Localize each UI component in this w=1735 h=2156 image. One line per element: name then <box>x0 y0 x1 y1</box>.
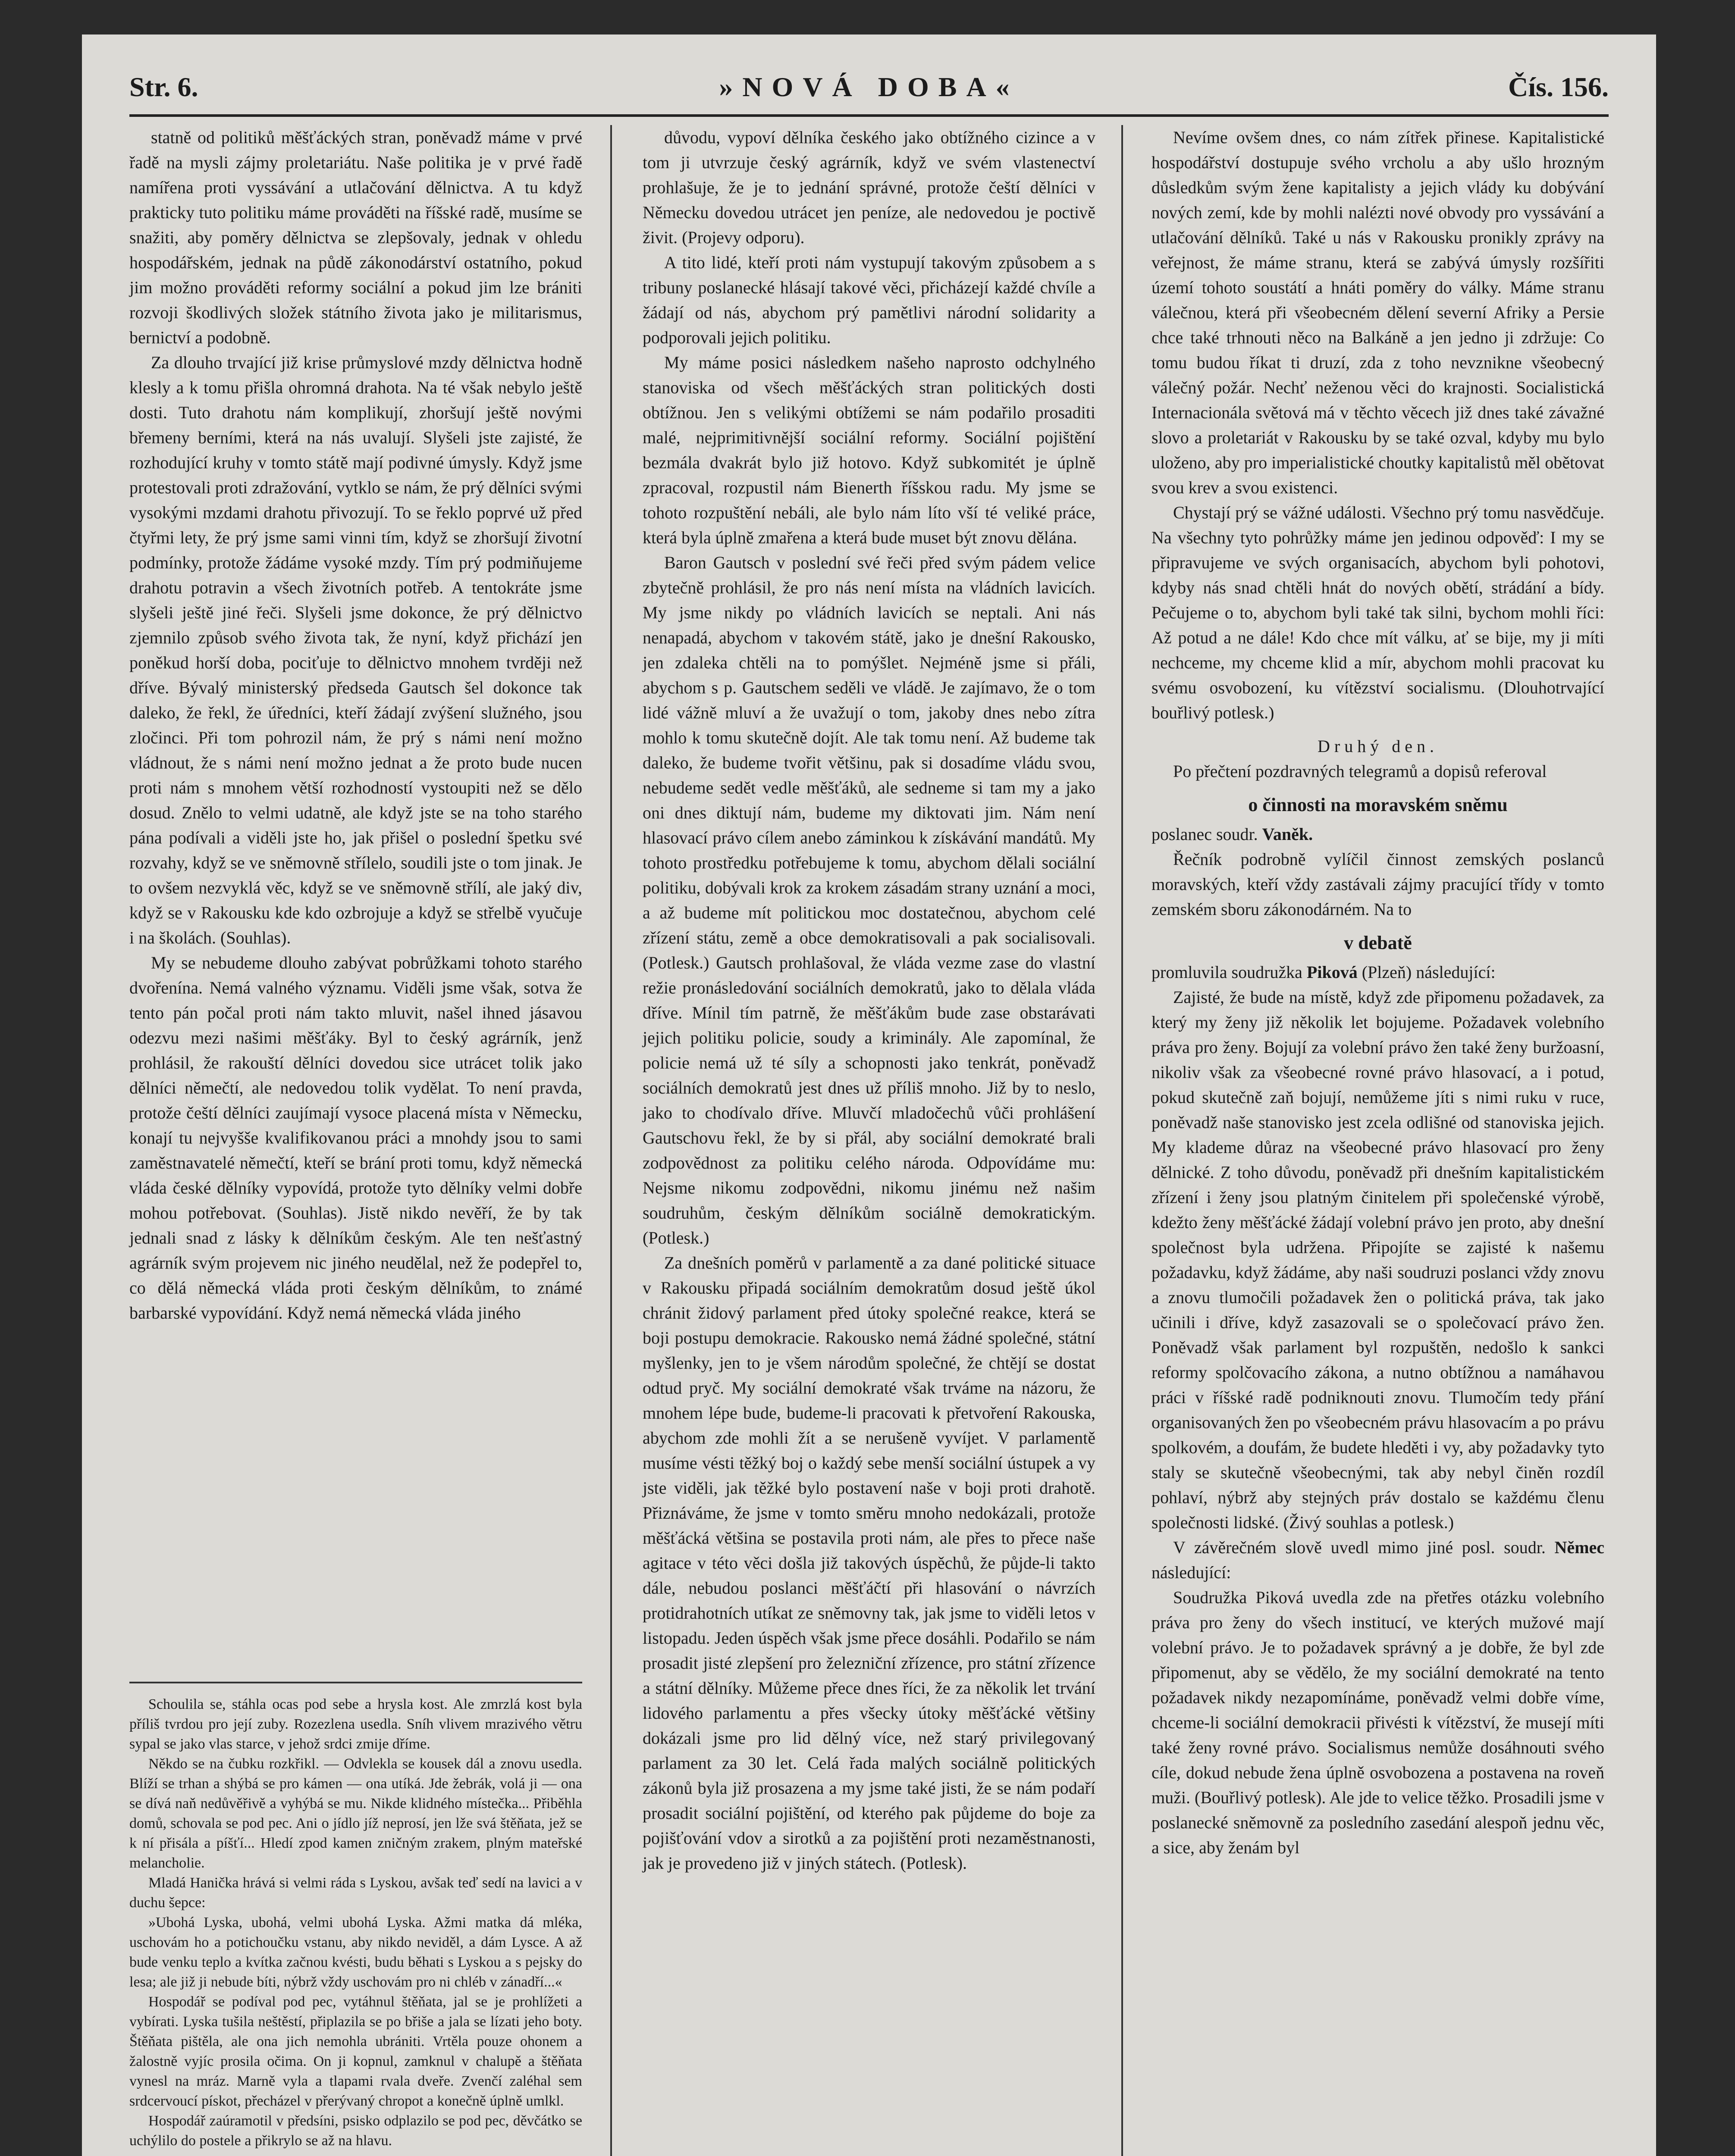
speaker-intro: V závěrečném slově uvedl mimo jiné posl. soudr. <box>1173 1538 1546 1557</box>
speaker-name: Němec <box>1554 1538 1605 1557</box>
paragraph: Nevíme ovšem dnes, co nám zítřek přinese. Kapitalistické hospodářství dostupuje svého vrcholu a aby ušlo hrozným důsledkům svým žene kapitalisty a jejich vlády ku dobývání nových zemí, kde by mohli nalézti nové obvody pro vyssávání a utlačování dělníků. Také u nás v Rakousku pronikly zprávy na veřejnost, že máme stranu, která se zabývá úmysly rozšířiti území tohoto soustátí a hnáti poměry do války. Máme stranu válečnou, která při všeobecném dělení severní Afriky a Persie chce také trhnouti něco na Balkáně a jen jedno ji zdržuje: Co tomu budou říkat ti druzí, zda z toho nevznikne všeobecný válečný požár. Nechť neženou věci do krajnosti. Socialistická Internacionála světová má v těchto věcech již dnes také závažné slovo a proletariát v Rakousku by se také ozval, kdyby mu bylo uloženo, aby pro imperialistické choutky kapitalistů měl obětovat svou krev a svou existenci. <box>1151 128 1604 497</box>
paragraph: Řečník podrobně vylíčil činnost zemských poslanců moravských, kteří vždy zastávali zájmy pracující třídy v tomto zemském sboru zákonodárném. Na to <box>1151 849 1604 919</box>
column-divider <box>1121 125 1123 2156</box>
paragraph: Mladá Hanička hrává si velmi ráda s Lyskou, avšak teď sedí na lavici a v duchu šepce: <box>129 1875 582 1911</box>
speaker-name: Piková <box>1306 962 1358 982</box>
paragraph: důvodu, vypoví dělníka českého jako obtížného cizince a v tom ji utvrzuje český agrárník, když ve svém vlastenectví prohlašuje, že je to jednání správné, protože čeští dělníci v Německu dovedou utrácet jen peníze, ale nedovedou je poctivě živit. (Projevy odporu). <box>643 128 1095 247</box>
speaker-name: Vaněk. <box>1262 824 1313 844</box>
feuilleton-story <box>129 1695 582 2151</box>
paragraph: Někdo se na čubku rozkřikl. — Odvlekla se kousek dál a znovu usedla. Blíží se trhan a shýbá se pro kámen — ona utíká. Jde žebrák, volá ji — ona se dívá naň nedůvěřivě a vyhýbá se mu. Nikde klidného místečka... Přiběhla domů, schovala se pod pec. Ani o jídlo jíž neprosí, jen lže svá štěňata, jež se k ní přisála a píšťí... Hledí zpod kamen zničným zrakem, plným mateřské melancholie. <box>129 1756 582 1871</box>
paragraph: Za dnešních poměrů v parlamentě a za dané politické situace v Rakousku připadá sociálním demokratům dosud ještě úkol chránit židový parlament před útoky společné reakce, která se boji postupu demokracie. Rakousko nemá žádné společné, státní myšlenky, jen to je všem národům společné, že chtějí se dostat odtud pryč. My sociální demokraté však trváme na názoru, že mnohem lépe bude, budeme-li pracovati k přetvoření Rakouska, abychom zde mohli žít a se nerušeně vyvíjet. V parlamentě musíme vésti těžký boj o každý sebe menší sociální ústupek a vy jste viděli, jak těžké bylo postavení naše v boji proti drahotě. Přiznáváme, že jsme v tomto směru mnoho nedokázali, protože měšťácká většina se postavila proti nám, ale přes to přece naše agitace v této věci došla již takových úspěchů, že půjde-li takto dále, nebudou poslanci měšťáčtí při hlasování o návrzích protidrahotních utíkat ze sněmovny tak, jak jsme to viděli letos v listopadu. Jeden úspěch však jsme přece dosáhli. Podařilo se nám prosadit jisté zlepšení pro železniční zřízence, pro státní zřízence a státní dělníky. Můžeme přece dnes říci, že za několik let trvání lidového parlamentu a přes všecky útoky měšťácké většiny dokázali jsme pro lid dělný více, než starý privilegovaný parlament za 30 let. Celá řada malých sociálně politických zákonů byla již prosazena a my jsme také jisti, že se nám podaří prosadit sociální pojištění, od kterého pak půjdeme do boje za pojišťování vdov a sirotků a za pojištění proti nezaměstnanosti, jak je provedeno již v jiných státech. (Potlesk). <box>643 1253 1095 1873</box>
paragraph: Baron Gautsch v poslední své řeči před svým pádem velice zbytečně prohlásil, že pro nás není místa na vládních lavicích. My jsme nikdy po vládních lavicích se neptali. Ani nás nenapadá, abychom v takovém státě, jako je dnešní Rakousko, jen zdaleka chtěli na to pomýšlet. Nejméně jsme si přáli, abychom s p. Gautschem seděli ve vládě. Je zajímavo, že o tom lidé vážně mluví a že uvažují o tom, jakoby dnes nebo zítra mohlo k tomu skutečně dojít. Ale tak tomu není. Až budeme tak daleko, že budeme tvořit většinu, pak si dosadíme vládu svou, nebudeme sedět vedle měšťáků, ale sedneme si tam my a jako oni dnes diktují nám, budeme my diktovati jim. Nám není hlasovací právo cílem anebo záminkou k získávání mandátů. My tohoto prostředku potřebujeme k tomu, abychom dělali sociální politiku, dobývali krok za krokem zásadám strany uznání a moci, a až budeme mít politickou moc dostatečnou, abychom celé zřízení státu, země a obce demokratisovali a pak socialisovali. (Potlesk.) Gautsch prohlašoval, že vláda vezme zase do vlastní režie pronásledování sociálních demokratů, jako to dělala vláda dříve. Mínil tím patrně, že měšťákům bude zase obstarávati jejich politiku policie, soudy a kriminály. Ale zapomínal, že policie nemá už té síly a schopnosti jako tenkrát, poněvadž sociálních demokratů jest dnes už příliš mnoho. Již by to neslo, jako to chodívalo dříve. Mluvčí mladočechů vůči prohlášení Gautschovu řekl, že by si přál, aby sociální demokraté brali zodpovědnost za politiku celého národa. Odpovídáme mu: Nejsme nikomu zodpovědni, nikomu jinému než našim soudruhům, českým dělníkům sociálně demokratickým. (Potlesk.) <box>643 553 1095 1247</box>
paragraph: statně od politiků měšťáckých stran, poněvadž máme v prvé řadě na mysli zájmy proletariátu. Naše politika je v prvé řadě namířena proti vyssávání a utlačování dělnictva. A tu když prakticky tuto politiku máme prováděti na říšské radě, musíme se snažiti, aby poměry dělnictva se zlepšovaly, jednak v ohledu hospodářském, jednak na půdě zákonodárství ostatního, pokud jim možno prováděti reformy sociální a pokud jim lze brániti rozvoji škodlivých složek státního života jako je militarismus, bernictví a podobně. <box>129 128 582 347</box>
paragraph: Za dlouho trvající již krise průmyslové mzdy dělnictva hodně klesly a k tomu přišla ohromná drahota. Na té však nebylo ještě dosti. Tuto drahotu nám komplikují, zhoršují ještě novými břemeny berními, která na nás uvalují. Slyšeli jste zajisté, že rozhodující kruhy v tomto státě mají podivné úmysly. Když jsme protestovali proti zdražování, vytklo se nám, že prý dělníci svými vysokými mzdami drahotu přivozují. To se řeklo poprvé už před čtyřmi lety, že prý jsme sami vinni tím, když se zhoršují životní podmínky, protože žádáme vysoké mzdy. Tím prý podmiňujeme drahotu potravin a všech životních potřeb. A tentokráte jsme slyšeli ještě jiné řeči. Slyšeli jsme dokonce, že prý dělnictvo zjemnilo způsob svého života tak, že nyní, když přichází jen poněkud horší doba, pociťuje to dělnictvo mnohem tvrději než dříve. Bývalý ministerský předseda Gautsch šel dokonce tak daleko, že řekl, že úředníci, kteří žádají zvýšení služného, jsou zločinci. Při tom pohrozil nám, že prý s námi není možno vládnout, že s námi není možno jednat a že proto bude nucen proti nám s mnohem větší rozhodností vystoupiti než se dělo dosud. Znělo to velmi udatně, ale když jste se na toho starého pána podívali a viděli jste ho, jak přišel o poslední špetku své rozvahy, když se ve sněmovně střílelo, soudili jste o tom jinak. Je to ovšem nezvyklá věc, když se ve sněmovně střílí, ale jaký div, když se v Rakousku kde kdo ozbrojuje a když se střelbě vyučuje i na školách. (Souhlas). <box>129 353 582 947</box>
paragraph: Schoulila se, stáhla ocas pod sebe a hrysla kost. Ale zmrzlá kost byla příliš tvrdou pro její zuby. Rozezlena usedla. Sníh vlivem mrazivého větru sypal se jako vlas starce, v jehož srdci zmije dříme. <box>129 1696 582 1752</box>
paragraph: »Ubohá Lyska, ubohá, velmi ubohá Lyska. Ažmi matka dá mléka, uschovám ho a potichoučku vstanu, aby nikdo neviděl, a dám Lysce. A až bude venku teplo a kvítka začnou kvésti, budu běhati s Lyskou a s pejsky do lesa; ale již ji nebude bíti, nýbrž vždy uschovám pro ni chléb v zánadří...« <box>129 1915 582 1990</box>
speaker-intro: poslanec soudr. <box>1151 824 1258 844</box>
paragraph: Hospodář se podíval pod pec, vytáhnul štěňata, jal se je prohlížeti a vybírati. Lyska tušila neštěstí, připlazila se po břiše a jala se lízati jeho boty. Štěňata pištěla, ale ona jich nemohla ubrániti. Vrtěla pouze ohonem a žalostně vyjíc prosila očima. On ji kopnul, zamknul v chalupě a štěňata vynesl na mráz. Marně vyla a tlapami rvala dveře. Zvenčí zaléhal sem srdcervoucí pískot, přecházel v přerývaný chropot a konečně úplně umlkl. <box>129 1994 582 2109</box>
issue-number: Čís. 156. <box>1508 72 1609 102</box>
speaker-origin: (Plzeň) následující: <box>1362 962 1496 982</box>
newspaper-title: »NOVÁ DOBA« <box>719 72 1019 102</box>
paragraph: Soudružka Piková uvedla zde na přetřes otázku volebního práva pro ženy do všech institucí, ve kterých mužové mají volební právo. Je to požadavek správný a je dobře, že byl zde připomenut, aby se vědělo, že my sociální demokraté na tento požadavek nikdy nezapomínáme, poněvadž velmi dobře víme, chceme-li sociální demokracii přivésti k vítězství, že musejí míti také ženy rovné právo. Socialismus nemůže dosáhnouti svého cíle, dokud nebude žena úplně osvobozena a postavena na roveň muži. (Bouřlivý potlesk). Ale jde to velice těžko. Prosadili jsme v poslanecké sněmovně za posledního zasedání alespoň jednu věc, a sice, aby ženám byl <box>1151 1588 1604 1857</box>
page-header <box>129 67 1609 117</box>
speaker-suffix: následující: <box>1151 1563 1231 1582</box>
paragraph: My se nebudeme dlouho zabývat pobrůžkami tohoto starého dvořenína. Nemá valného významu. Viděli jsme však, sotva že tento pán počal proti nám takto mluvit, našel ihned jásavou odezvu mezi našimi měšťáky. Byl to český agrárník, jenž prohlásil, že rakouští dělníci dovedou sice utrácet tolik jako dělníci němečtí, ale nedovedou tolik vydělat. To není pravda, protože čeští dělníci zaujímají vysoce placená místa v Německu, konají tu nejvyšše kvalifikovanou práci a mnohdy jsou to sami zaměstnavatelé němečtí, kteří se brání proti tomu, když německá vláda české dělníky vypovídá, protože tyto dělníky velmi dobře mohou potřebovat. (Souhlas). Jistě nikdo nevěří, že by tak jednali snad z lásky k dělníkům českým. Ale ten nešťastný agrárník svým projevem nic jiného neudělal, než že podepřel to, co dělá německá vláda proti českým dělníkům, to známé barbarské vypovídání. Když nemá německá vláda jiného <box>129 953 582 1322</box>
section-heading-debata: v debatě <box>1344 932 1412 953</box>
paragraph: A tito lidé, kteří proti nám vystupují takovým způsobem a s tribuny poslanecké hlásají takové věci, přicházejí každé chvíle a žádají od nás, abychom prý pamětlivi národní solidarity a podporovali jejich politiku. <box>643 253 1095 347</box>
paragraph: Zajisté, že bude na místě, když zde připomenu požadavek, za který my ženy již několik let bojujeme. Požadavek volebního práva pro ženy. Bojují za volební právo žen také ženy buržoasní, nikoliv však za všeobecné rovné právo hlasovací, a i potud, pokud skutečně zaň bojují, nemůžeme jíti s nimi ruku v ruce, poněvadž naše stanovisko jest zcela odlišné od stanoviska jejich. My klademe důraz na všeobecné právo hlasovací pro ženy dělnické. Z toho důvodu, poněvadž při dnešním kapitalistickém zřízení i ženy jsou platným činitelem při společenské výrobě, kdežto ženy měšťácké žádají volební právo jen proto, aby dnešní společnost byla udržena. Připojíte se zajisté k našemu požadavku, když žádáme, aby naši soudruzi poslanci vždy znovu a znovu tlumočili požadavek žen o politická práva, tak jako učinili i dříve, když zasazovali se o společovací právo žen. Poněvadž však parlament byl rozpuštěn, nedošlo k sankci reformy spolčovacího zákona, a nutno obtížnou a namáhavou práci v říšské radě podniknouti znovu. Tlumočím tedy přání organisovaných žen po všeobecném právu hlasovacím a po právu spolkovém, a doufám, že budete hleděti i vy, aby požadavky tyto staly se skutečně všeobecnými, tak aby nebyl činěn rozdíl pohlaví, nýbrž aby stejných práv dostalo se každému členu společnosti lidské. (Živý souhlas a potlesk.) <box>1151 987 1604 1532</box>
paragraph: Hospodář zaúramotil v předsíni, psisko odplazilo se pod pec, děvčátko se uchýlilo do postele a přikrylo se až na hlavu. <box>129 2113 582 2149</box>
column-1 <box>129 125 582 1326</box>
paragraph: My máme posici následkem našeho naprosto odchylného stanoviska od všech měšťáckých stran politických dosti obtížnou. Jen s velikými obtížemi se nám podařilo prosaditi malé, nejprimitivnější sociální reformy. Sociální pojištění bezmála dvakrát bylo již hotovo. Když subkomitét je úplně zpracoval, rozpustil nám Bienerth říšskou radu. My jsme se tohoto rozpuštění nebáli, ale bylo nám líto vší té veliké práce, která byla úplně zmařena a která bude muset být znovu dělána. <box>643 353 1095 547</box>
paragraph: Po přečtení pozdravných telegramů a dopisů referoval <box>1173 761 1547 781</box>
section-heading-druhy-den: Druhý den. <box>1318 736 1438 756</box>
paragraph <box>1151 1535 1604 1585</box>
page-number: Str. 6. <box>129 72 198 102</box>
feuilleton-divider <box>129 1682 582 1683</box>
column-3 <box>1151 125 1604 1860</box>
speaker-intro: promluvila soudružka <box>1151 962 1302 982</box>
paragraph: Chystají prý se vážné události. Všechno prý tomu nasvědčuje. Na všechny tyto pohrůžky máme jen jedinou odpověď: I my se připravujeme ve svých organisacích, abychom byli pohotovi, kdyby nás snad chtěli hnát do nových obětí, strádání a bídy. Pečujeme o to, abychom byli také tak silni, bychom mohli říci: Až potud a ne dále! Kdo chce mít válku, ať se bije, my ji míti nechceme, my chceme klid a mír, abychom mohli pracovat ku svému osvobození, ku vítězství socialismu. (Dlouhotrvající bouřlivý potlesk.) <box>1151 503 1604 722</box>
newspaper-page <box>82 34 1656 2156</box>
paragraph <box>1151 960 1604 985</box>
column-divider <box>610 125 612 2156</box>
section-heading-moravsky-snem: o činnosti na moravském sněmu <box>1248 794 1508 815</box>
paragraph <box>1151 822 1604 847</box>
column-2 <box>643 125 1095 1876</box>
